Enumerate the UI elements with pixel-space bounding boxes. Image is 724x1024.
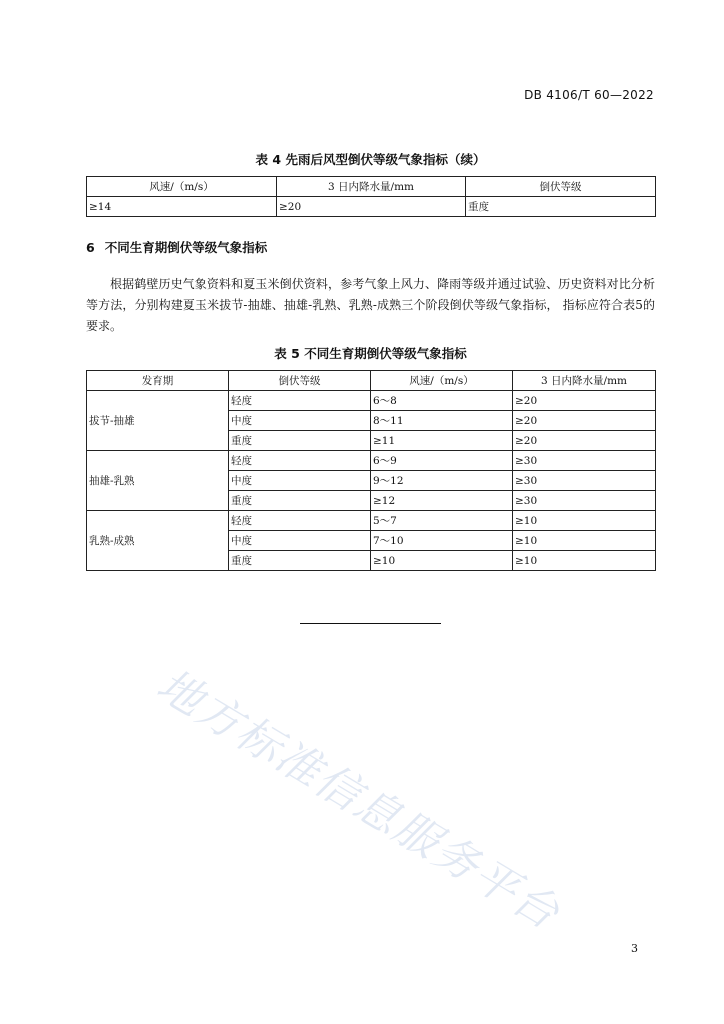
stage-cell: 拔节-抽雄 [87, 391, 229, 451]
level-cell: 轻度 [229, 511, 371, 531]
wind-cell: ≥10 [371, 551, 513, 571]
wind-cell: 6～8 [371, 391, 513, 411]
wind-cell: 5～7 [371, 511, 513, 531]
table5-header-rain: 3 日内降水量/mm [513, 371, 656, 391]
rain-cell: ≥10 [513, 511, 656, 531]
table-row [87, 197, 656, 217]
table4-cell-wind: ≥14 [87, 197, 277, 217]
level-cell: 中度 [229, 471, 371, 491]
level-cell: 重度 [229, 491, 371, 511]
wind-cell: 8～11 [371, 411, 513, 431]
rain-cell: ≥30 [513, 471, 656, 491]
level-cell: 中度 [229, 531, 371, 551]
table4-header-wind: 风速/（m/s） [87, 177, 277, 197]
wind-cell: 9～12 [371, 471, 513, 491]
table4-header-row [87, 177, 656, 197]
stage-cell: 乳熟-成熟 [87, 511, 229, 571]
table5-header-stage: 发育期 [87, 371, 229, 391]
table-row [87, 391, 656, 411]
table4-title: 表 4 先雨后风型倒伏等级气象指标（续） [255, 152, 486, 167]
table4-cell-rain: ≥20 [277, 197, 466, 217]
level-cell: 重度 [229, 431, 371, 451]
level-cell: 轻度 [229, 451, 371, 471]
rain-cell: ≥20 [513, 411, 656, 431]
wind-cell: ≥12 [371, 491, 513, 511]
wind-cell: 6～9 [371, 451, 513, 471]
stage-cell: 抽雄-乳熟 [87, 451, 229, 511]
rain-cell: ≥30 [513, 491, 656, 511]
level-cell: 重度 [229, 551, 371, 571]
table-row [87, 511, 656, 531]
table5-header-row [87, 371, 656, 391]
table5-header-level: 倒伏等级 [229, 371, 371, 391]
document-code: DB 4106/T 60—2022 [524, 88, 654, 102]
wind-cell: 7～10 [371, 531, 513, 551]
table-row [87, 451, 656, 471]
section-paragraph: 根据鹤壁历史气象资料和夏玉米倒伏资料，参考气象上风力、降雨等级并通过试验、历史资料对比分析等方法，分别构建夏玉米拔节-抽雄、抽雄-乳熟、乳熟-成熟三个阶段倒伏等级气象指标， 指标应符合表5的要求。 [86, 277, 655, 333]
end-of-standard-line [300, 623, 441, 624]
page-number: 3 [631, 942, 638, 955]
wind-cell: ≥11 [371, 431, 513, 451]
section-number: 6 [86, 240, 95, 255]
level-cell: 中度 [229, 411, 371, 431]
table5-header-wind: 风速/（m/s） [371, 371, 513, 391]
rain-cell: ≥20 [513, 391, 656, 411]
table4-cell-level: 重度 [466, 197, 656, 217]
table5 [86, 370, 656, 571]
table5-title: 表 5 不同生育期倒伏等级气象指标 [274, 346, 467, 361]
level-cell: 轻度 [229, 391, 371, 411]
table4-header-level: 倒伏等级 [466, 177, 656, 197]
rain-cell: ≥10 [513, 551, 656, 571]
rain-cell: ≥30 [513, 451, 656, 471]
rain-cell: ≥10 [513, 531, 656, 551]
table4 [86, 176, 656, 217]
section-title: 不同生育期倒伏等级气象指标 [104, 240, 268, 255]
section-heading [86, 238, 267, 256]
table4-header-rain: 3 日内降水量/mm [277, 177, 466, 197]
rain-cell: ≥20 [513, 431, 656, 451]
watermark: 地方标准信息服务平台 [148, 659, 569, 941]
